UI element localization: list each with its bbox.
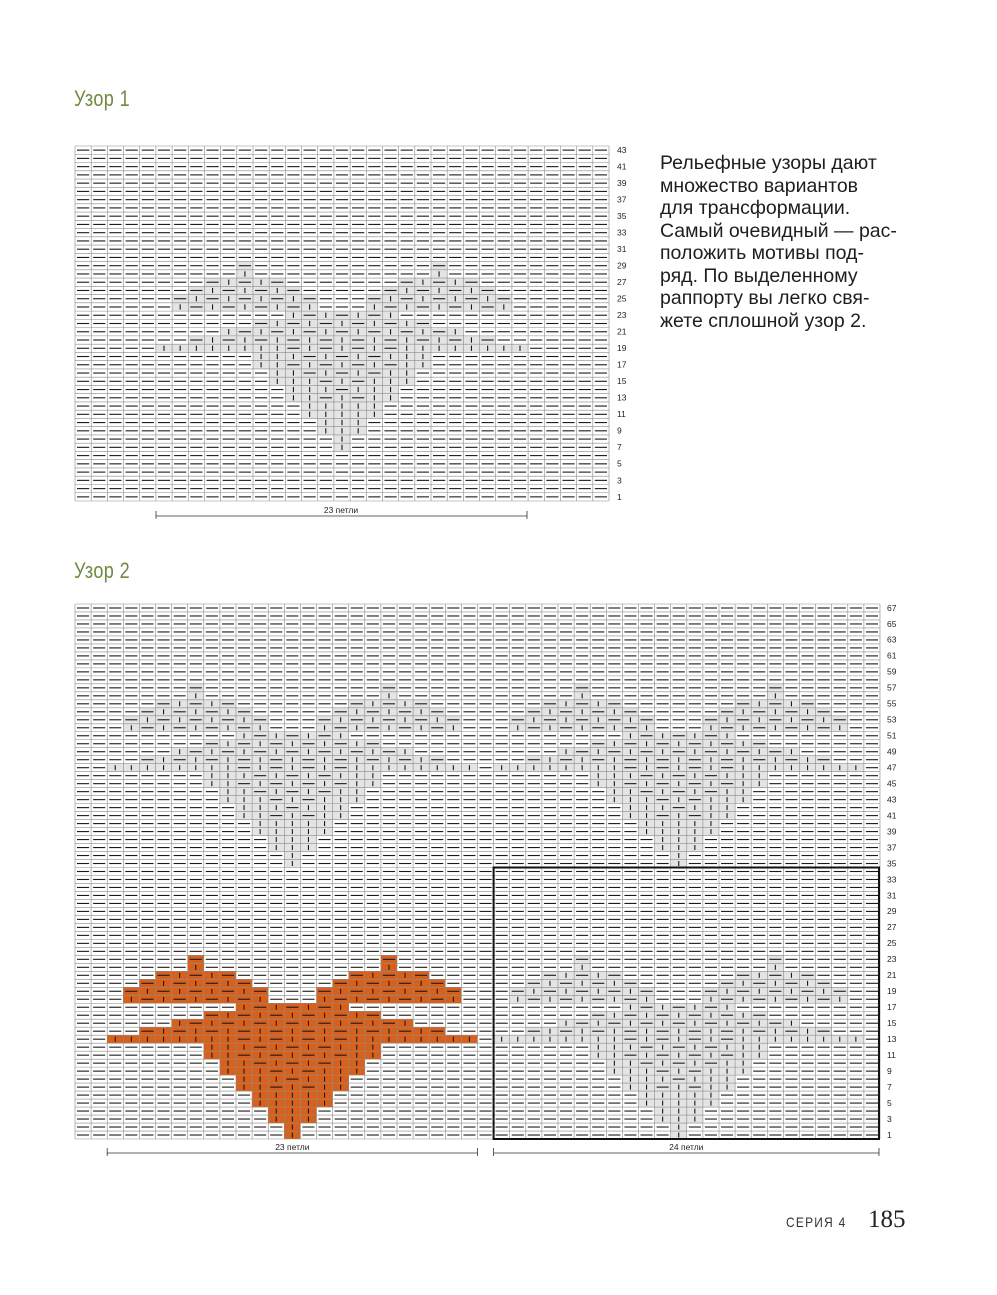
chart-cells bbox=[77, 150, 607, 497]
row-label: 11 bbox=[617, 409, 626, 420]
row-label: 5 bbox=[617, 458, 622, 469]
row-label: 23 bbox=[617, 310, 627, 321]
description-line: ряд. По выделенному bbox=[660, 264, 858, 287]
description-line: положить мотивы под- bbox=[660, 242, 864, 264]
row-label: 21 bbox=[617, 326, 627, 337]
row-label: 19 bbox=[617, 343, 627, 354]
row-label: 15 bbox=[617, 376, 627, 387]
row-label: 37 bbox=[617, 194, 627, 205]
description-line: Рельефные узоры дают bbox=[660, 152, 877, 174]
row-label: 35 bbox=[617, 211, 627, 222]
row-label: 39 bbox=[617, 178, 627, 189]
row-label: 43 bbox=[617, 145, 627, 156]
pattern2-title: Узор 2 bbox=[74, 558, 131, 583]
pattern1-chart bbox=[75, 145, 627, 502]
pattern2-chart bbox=[75, 603, 897, 1140]
row-label: 17 bbox=[617, 359, 627, 370]
description-line: Самый очевидный — рас- bbox=[660, 219, 897, 242]
row-label: 9 bbox=[617, 425, 622, 436]
description-line: множество вариантов bbox=[660, 174, 859, 197]
row-label: 33 bbox=[617, 227, 627, 238]
description-line: для трансформации. bbox=[660, 197, 851, 219]
description-line: жете сплошной узор 2. bbox=[660, 309, 867, 332]
pattern1-title: Узор 1 bbox=[74, 86, 131, 111]
row-label: 31 bbox=[617, 244, 627, 255]
row-label: 1 bbox=[617, 491, 622, 502]
row-label: 41 bbox=[617, 161, 627, 172]
row-label: 13 bbox=[617, 392, 627, 403]
description-line: раппорту вы легко свя- bbox=[660, 287, 870, 309]
row-label: 25 bbox=[617, 293, 627, 304]
row-label: 7 bbox=[617, 442, 622, 453]
row-label: 27 bbox=[617, 277, 627, 288]
row-label: 3 bbox=[617, 475, 622, 486]
row-label: 29 bbox=[617, 260, 627, 271]
